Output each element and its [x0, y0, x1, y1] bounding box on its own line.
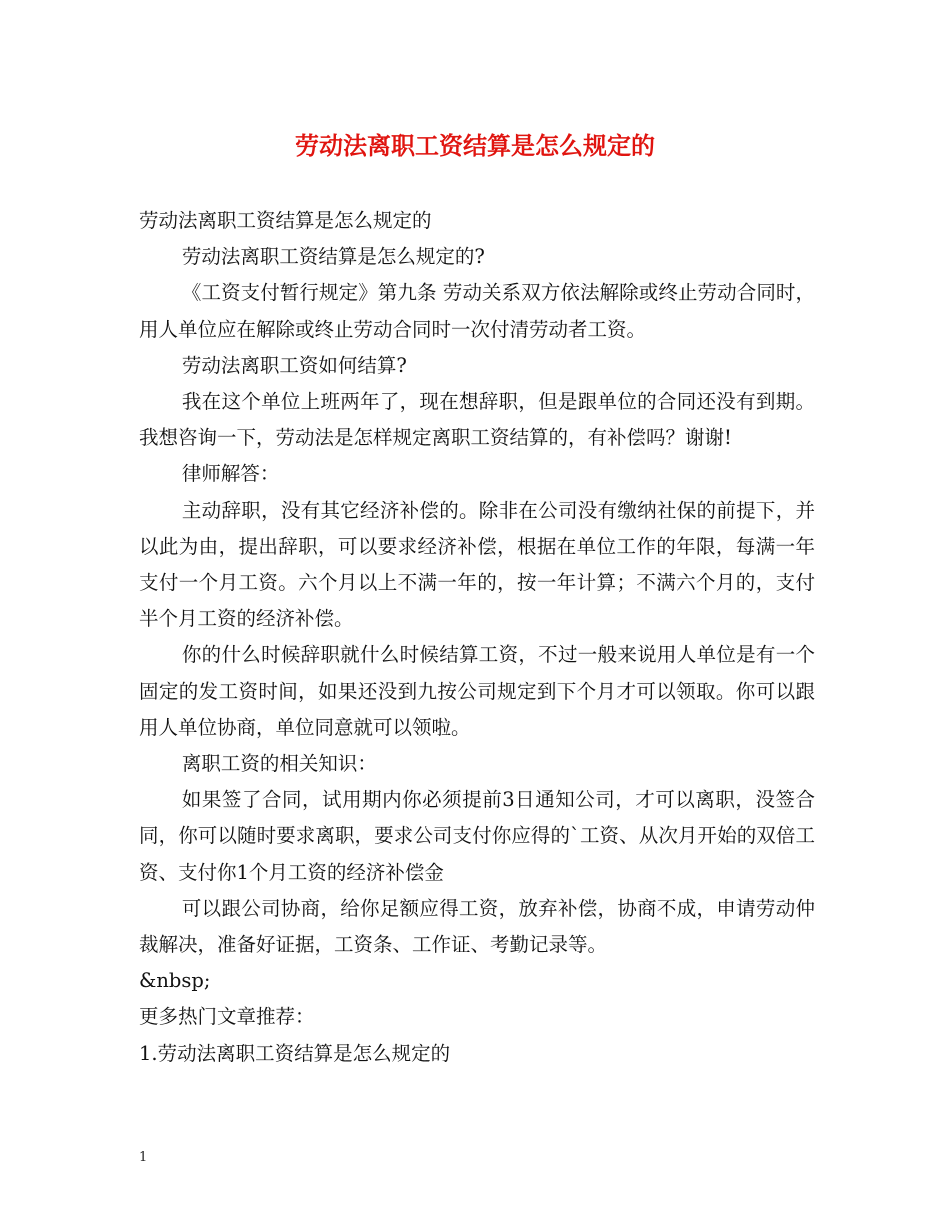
body-paragraph: 劳动法离职工资结算是怎么规定的: [139, 209, 432, 232]
body-paragraph: 我在这个单位上班两年了，现在想辞职，但是跟单位的合同还没有到期。我想咨询一下，劳动法是怎样规定离职工资结算的，有补偿吗？谢谢!: [139, 390, 815, 450]
body-paragraph: 劳动法离职工资结算是怎么规定的?: [181, 245, 485, 269]
body-paragraph: 你的什么时候辞职就什么时候结算工资，不过一般来说用人单位是有一个固定的发工资时间，如果还没到九按公司规定到下个月才可以领取。你可以跟用人单位协商，单位同意就可以领啦。: [139, 643, 815, 739]
body-paragraph: 律师解答：: [181, 462, 280, 486]
body-paragraph: 离职工资的相关知识：: [181, 752, 377, 776]
body-paragraph: 可以跟公司协商，给你足额应得工资，放弃补偿，协商不成，申请劳动仲裁解决，准备好证据，工资条、工作证、考勤记录等。: [139, 896, 815, 957]
body-paragraph: &nbsp;: [139, 969, 211, 993]
body-paragraph: 更多热门文章推荐：: [139, 1005, 315, 1029]
body-paragraph: 《工资支付暂行规定》第九条 劳动关系双方依法解除或终止劳动合同时，用人单位应在解除或终止劳动合同时一次付清劳动者工资。: [139, 281, 815, 341]
body-paragraph: 劳动法离职工资如何结算?: [181, 353, 407, 377]
body-paragraph: 1.劳动法离职工资结算是怎么规定的: [139, 1041, 451, 1065]
document-body: [139, 203, 815, 1072]
body-paragraph: 主动辞职，没有其它经济补偿的。除非在公司没有缴纳社保的前提下，并以此为由，提出辞职，可以要求经济补偿，根据在单位工作的年限，每满一年支付一个月工资。六个月以上不满一年的，按一年计算；不满六个月的，支付半个月工资的经济补偿。: [139, 498, 815, 631]
body-paragraph: 如果签了合同，试用期内你必须提前3日通知公司，才可以离职，没签合同，你可以随时要求离职，要求公司支付你应得的`工资、从次月开始的双倍工资、支付你1个月工资的经济补偿金: [139, 788, 815, 884]
document-title: 劳动法离职工资结算是怎么规定的: [295, 132, 655, 160]
page-number: 1: [139, 1150, 148, 1165]
